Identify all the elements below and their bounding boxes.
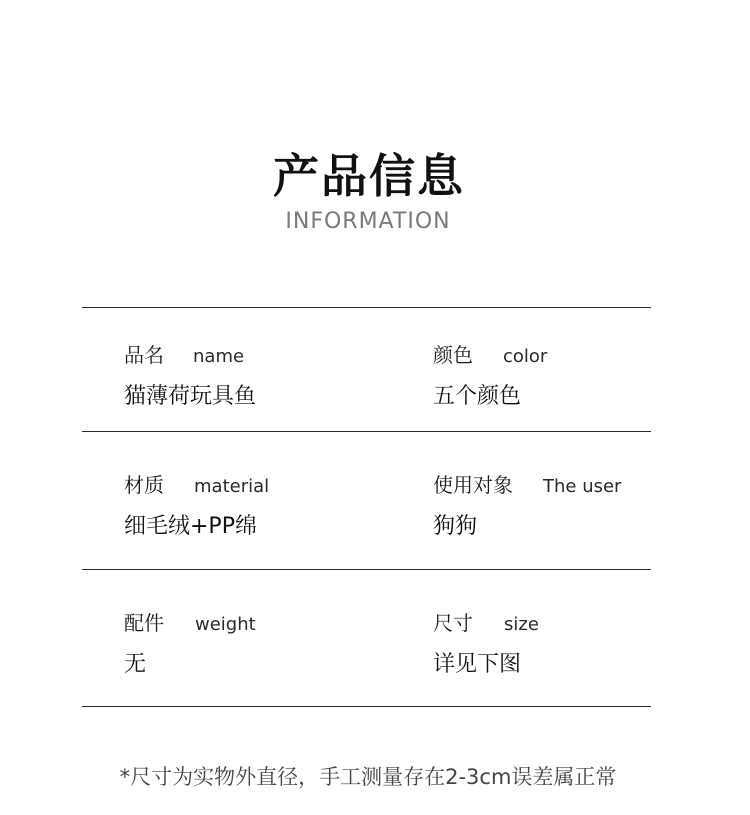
info-label-en: material — [194, 476, 270, 497]
info-label-zh: 材质 — [124, 473, 164, 497]
info-label-zh: 配件 — [124, 611, 164, 635]
page-title: 产品信息 — [273, 149, 465, 203]
info-cell-accessories — [124, 607, 256, 678]
info-label-en: color — [503, 346, 548, 367]
info-cell-name — [124, 339, 256, 410]
info-value: 五个颜色 — [433, 384, 522, 409]
info-cell-color — [433, 339, 547, 410]
info-label-en: The user — [543, 476, 622, 497]
info-value: 细毛绒+PP绵 — [124, 514, 257, 539]
divider — [82, 307, 651, 308]
footer-note: *尺寸为实物外直径，手工测量存在2-3cm误差属正常 — [119, 765, 617, 789]
divider — [82, 569, 651, 570]
info-cell-size — [433, 607, 539, 678]
info-value: 详见下图 — [433, 652, 522, 677]
info-label-en: name — [193, 346, 245, 367]
divider — [82, 431, 651, 432]
page-subtitle: INFORMATION — [285, 209, 451, 234]
info-label-en: weight — [195, 614, 256, 635]
info-value: 无 — [124, 652, 147, 677]
info-value: 狗狗 — [433, 514, 478, 539]
info-label-zh: 颜色 — [433, 343, 473, 367]
info-cell-material — [124, 469, 269, 540]
info-cell-user — [433, 469, 621, 540]
info-label-zh: 尺寸 — [433, 611, 473, 635]
info-label-en: size — [504, 614, 539, 635]
divider — [82, 706, 651, 707]
info-value: 猫薄荷玩具鱼 — [124, 384, 257, 409]
info-label-zh: 使用对象 — [433, 473, 513, 497]
info-label-zh: 品名 — [124, 343, 164, 367]
